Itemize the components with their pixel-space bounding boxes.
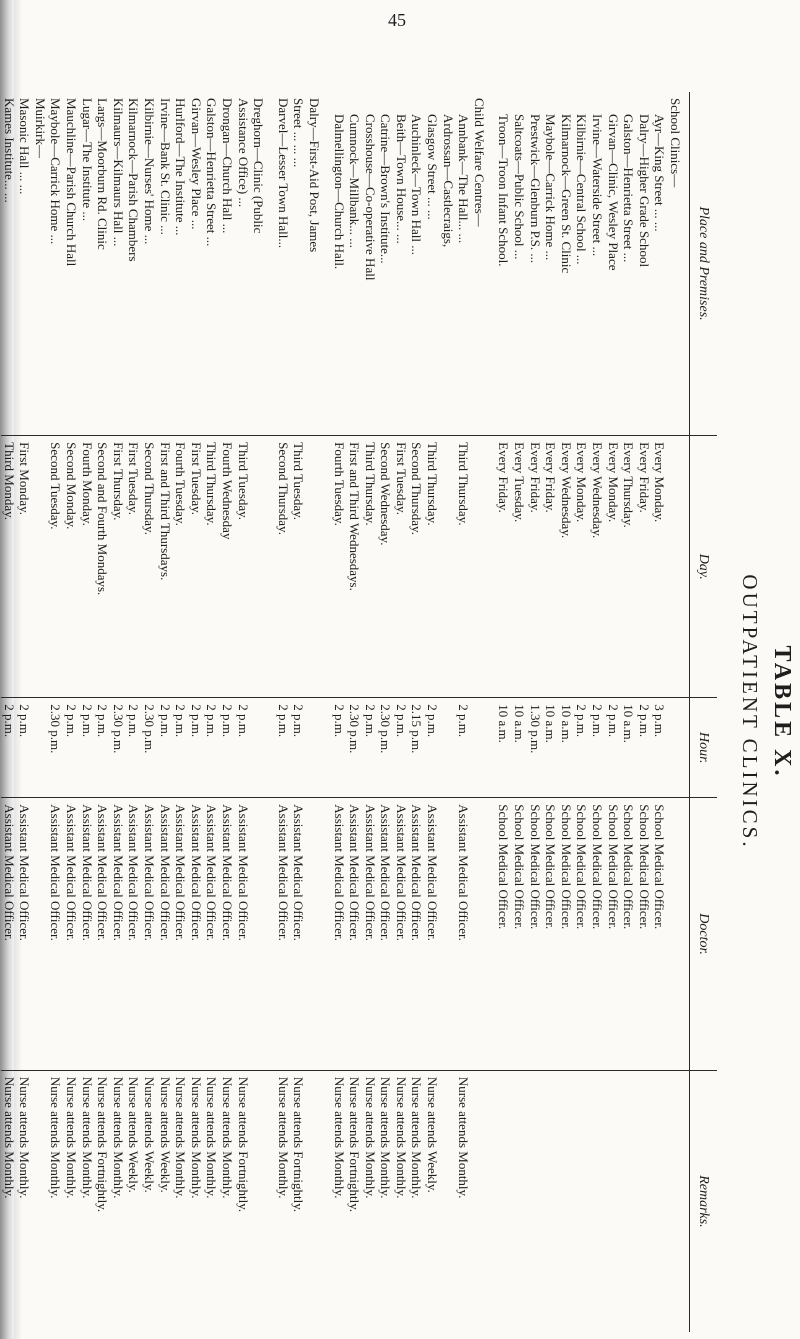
place-cell: Kames Institute... ...	[1, 98, 17, 203]
doctor-cell	[251, 804, 267, 1064]
remarks-cell: Nurse attends Monthly.	[362, 1076, 378, 1199]
doctor-cell: School Medical Officer.	[543, 804, 559, 930]
day-cell: Second Tuesday.	[48, 442, 64, 530]
doctor-cell: Assistant Medical Officer.	[275, 804, 291, 941]
remarks-cell: Nurse attends Monthly.	[378, 1076, 394, 1199]
doctor-cell: Assistant Medical Officer.	[188, 804, 204, 941]
remarks-cell: Nurse attends Monthly.	[275, 1076, 291, 1199]
header-place: Place and Premises.	[690, 92, 718, 436]
remarks-cell: Nurse attends Weekly.	[126, 1076, 142, 1193]
remarks-cell	[589, 1077, 605, 1326]
remarks-cell: Nurse attends Fortnightly.	[95, 1076, 111, 1213]
day-cell	[32, 442, 48, 691]
day-cell: Second Thursday.	[409, 442, 425, 535]
spacer-line	[667, 442, 683, 691]
header-remarks: Remarks.	[690, 1070, 718, 1332]
place-cell: Lugar—The Institute ...	[79, 98, 95, 222]
remarks-cell	[440, 1077, 456, 1326]
hour-column	[1, 698, 689, 798]
doctor-cell: Assistant Medical Officer.	[17, 804, 33, 941]
hour-cell: 2 p.m.	[331, 704, 347, 738]
place-cell: Prestwick—Glenburn P.S. ...	[527, 114, 543, 264]
hour-cell: 2 p.m.	[17, 704, 33, 738]
place-cell: Ayr—King Street ... ...	[652, 114, 668, 232]
place-cell: Irvine—Bank St. Clinic ...	[157, 98, 173, 235]
remarks-cell: Nurse attends Monthly.	[456, 1076, 472, 1199]
place-cell: Dreghorn—Clinic (Public	[251, 98, 267, 234]
hour-cell: 10 a.m.	[543, 704, 559, 743]
rotated-table-page	[1, 92, 795, 1332]
day-cell: Every Monday.	[605, 442, 621, 523]
remarks-cell	[496, 1077, 512, 1326]
day-cell: Second and Fourth Mondays.	[95, 442, 111, 596]
hour-cell: 1.30 p.m.	[527, 704, 543, 754]
group-gap	[487, 98, 496, 429]
doctor-cell: Assistant Medical Officer.	[126, 804, 142, 941]
day-cell: Third Monday.	[1, 442, 17, 521]
group-gap	[322, 98, 331, 429]
remarks-cell: Nurse attends Monthly.	[219, 1076, 235, 1199]
outpatient-clinics-table	[1, 92, 717, 1332]
hour-cell	[251, 704, 267, 791]
table-body-row	[1, 92, 689, 1332]
place-cell: Kilmaurs—Kilmaurs Hall ...	[110, 98, 126, 247]
place-cell: Mauchline—Parish Church Hall	[64, 98, 80, 267]
remarks-cell: Nurse attends Monthly.	[204, 1076, 220, 1199]
day-cell	[251, 442, 267, 691]
day-cell: First Monday.	[17, 442, 33, 515]
remarks-cell	[605, 1077, 621, 1326]
remarks-cell: Nurse attends Monthly.	[409, 1076, 425, 1199]
day-cell: First and Third Thursdays.	[157, 442, 173, 581]
place-cell: Drongan—Church Hall ...	[219, 98, 235, 234]
spacer-line	[471, 1077, 487, 1326]
place-cell: Kilbirnie—Nurses' Home ...	[142, 98, 157, 245]
day-cell: Third Thursday.	[456, 442, 472, 526]
doctor-cell: Assistant Medical Officer.	[64, 804, 80, 941]
remarks-cell: Nurse attends Monthly.	[173, 1076, 189, 1199]
day-cell: Every Friday.	[543, 442, 559, 513]
hour-cell	[306, 704, 322, 791]
hour-cell: 2.30 p.m.	[48, 704, 64, 754]
doctor-cell: Assistant Medical Officer.	[291, 804, 307, 941]
place-cell: Catrine—Brown's Institute...	[378, 114, 394, 264]
doctor-cell: Assistant Medical Officer.	[173, 804, 189, 941]
hour-cell	[32, 704, 48, 791]
group-title: Child Welfare Centres—	[471, 98, 487, 227]
page-number: 45	[388, 10, 406, 30]
group-gap	[487, 704, 496, 791]
day-cell: Third Tuesday.	[235, 442, 251, 521]
place-cell: Girvan—Wesley Place ...	[188, 98, 204, 230]
place-column	[1, 92, 689, 436]
group-gap	[322, 1077, 331, 1326]
group-gap	[266, 442, 275, 691]
hour-cell: 2 p.m.	[456, 704, 472, 738]
day-cell: First Tuesday.	[188, 442, 204, 516]
doctor-cell: Assistant Medical Officer.	[204, 804, 220, 941]
doctor-cell: School Medical Officer.	[558, 804, 574, 930]
header-doctor: Doctor.	[690, 798, 718, 1071]
group-gap	[487, 804, 496, 1064]
place-cell: Largs—Moorburn Rd. Clinic	[95, 98, 111, 250]
remarks-cell: Nurse attends Weekly.	[425, 1076, 441, 1193]
doctor-cell: School Medical Officer.	[496, 804, 512, 930]
remarks-cell: Nurse attends Monthly.	[393, 1076, 409, 1199]
doctor-cell: Assistant Medical Officer.	[456, 804, 472, 941]
day-cell: Second Wednesday.	[378, 442, 394, 546]
place-cell: Masonic Hall ... ...	[17, 98, 33, 195]
remarks-cell	[636, 1077, 652, 1326]
hour-cell: 2 p.m.	[64, 704, 80, 738]
doctor-cell	[440, 804, 456, 1064]
remarks-cell: Nurse attends Monthly.	[64, 1076, 80, 1199]
group-gap	[322, 442, 331, 691]
group-gap	[487, 1077, 496, 1326]
day-cell: First Tuesday.	[126, 442, 142, 516]
remarks-cell: Nurse attends Monthly.	[110, 1076, 126, 1199]
place-cell: Dalmellington—Church Hall.	[331, 114, 347, 270]
doctor-cell: School Medical Officer.	[512, 804, 528, 930]
remarks-cell	[511, 1077, 527, 1326]
group-gap	[266, 704, 275, 791]
place-cell: Dalry—First-Aid Post, James	[306, 98, 322, 253]
place-cell: Glasgow Street ... ...	[425, 114, 441, 220]
header-day: Day.	[690, 436, 718, 698]
remarks-cell	[306, 1077, 322, 1326]
group-gap	[266, 1077, 275, 1326]
hour-cell: 2 p.m.	[204, 704, 220, 738]
doctor-cell	[306, 804, 322, 1064]
hour-cell: 2 p.m.	[362, 704, 378, 738]
place-cell: Troon—Troon Infant School.	[496, 114, 512, 267]
doctor-cell: Assistant Medical Officer.	[79, 804, 95, 941]
hour-cell: 2 p.m.	[173, 704, 189, 738]
day-cell: Fourth Tuesday.	[173, 442, 189, 526]
remarks-cell: Nurse attends Weekly.	[157, 1076, 173, 1193]
hour-cell: 2.30 p.m.	[347, 704, 363, 754]
group-gap	[487, 442, 496, 691]
remarks-cell	[32, 1077, 48, 1326]
table-number: TABLE X.	[769, 645, 795, 779]
day-cell: First and Third Wednesdays.	[347, 442, 363, 591]
doctor-cell: School Medical Officer.	[636, 804, 652, 930]
place-cell: Street ... ... ...	[291, 98, 307, 168]
hour-cell: 2 p.m.	[188, 704, 204, 738]
place-cell: Irvine—Waterside Street ...	[590, 114, 606, 257]
day-cell: Every Wednesday.	[590, 442, 606, 539]
group-title: School Clinics—	[668, 98, 683, 188]
doctor-cell: Assistant Medical Officer.	[347, 804, 363, 941]
spacer-line	[471, 804, 487, 1064]
remarks-cell: Nurse attends Weekly.	[142, 1076, 157, 1193]
remarks-cell: Nurse attends Monthly.	[1, 1076, 17, 1199]
doctor-cell: Assistant Medical Officer.	[362, 804, 378, 941]
hour-cell: 2 p.m.	[235, 704, 251, 738]
spacer-line	[667, 804, 683, 1064]
hour-cell: 2 p.m.	[590, 704, 606, 738]
doctor-cell: School Medical Officer.	[605, 804, 621, 930]
day-cell: Every Wednesday.	[558, 442, 574, 539]
hour-cell: 2 p.m.	[574, 704, 590, 738]
doctor-cell: Assistant Medical Officer.	[378, 804, 394, 941]
doctor-cell: Assistant Medical Officer.	[1, 804, 17, 941]
place-cell: Maybole—Carrick Home ...	[48, 98, 64, 245]
place-cell: Auchinleck—Town Hall ...	[409, 114, 425, 255]
table-title: OUTPATIENT CLINICS.	[738, 574, 762, 850]
day-cell: Third Thursday.	[362, 442, 378, 526]
place-cell: Maybole—Carrick Home ...	[543, 114, 559, 261]
spacer-line	[667, 1077, 683, 1326]
doctor-cell: Assistant Medical Officer.	[393, 804, 409, 941]
place-cell: Assistance Office) ...	[235, 98, 251, 208]
hour-cell: 2 p.m.	[1, 704, 17, 738]
hour-cell: 2 p.m.	[126, 704, 142, 738]
doctor-cell: School Medical Officer.	[590, 804, 606, 930]
doctor-cell: Assistant Medical Officer.	[110, 804, 126, 941]
hour-cell: 2 p.m.	[425, 704, 441, 738]
doctor-cell: Assistant Medical Officer.	[219, 804, 235, 941]
remarks-cell	[574, 1077, 590, 1326]
doctor-cell: Assistant Medical Officer.	[425, 804, 441, 941]
hour-cell: 3 p.m.	[652, 704, 668, 738]
hour-cell: 2 p.m.	[605, 704, 621, 738]
place-cell: Girvan—Clinic, Wesley Place	[605, 114, 621, 271]
doctor-cell	[32, 804, 48, 1064]
place-cell: Galston—Henrietta Street ...	[204, 98, 220, 247]
hour-cell: 2.30 p.m.	[142, 704, 157, 754]
remarks-cell: Nurse attends Monthly.	[188, 1076, 204, 1199]
place-cell: Galston—Henrietta Street ...	[621, 114, 637, 263]
hour-cell: 2.30 p.m.	[110, 704, 126, 754]
hour-cell: 2.15 p.m.	[409, 704, 425, 754]
hour-cell: 2.30 p.m.	[378, 704, 394, 754]
doctor-cell: School Medical Officer.	[652, 804, 668, 930]
day-cell: First Thursday.	[110, 442, 126, 521]
group-gap	[266, 804, 275, 1064]
day-cell: Fourth Monday.	[79, 442, 95, 526]
remarks-cell: Nurse attends Monthly.	[48, 1076, 64, 1199]
hour-cell: 10 a.m.	[621, 704, 637, 743]
place-cell: Beith—Town House... ...	[393, 114, 409, 244]
place-cell: Hurlford—The Institute ...	[173, 98, 189, 236]
place-cell: Crosshouse—Co-operative Hall	[362, 114, 378, 281]
place-cell: Kilmarnock—Parish Chambers	[126, 98, 142, 262]
remarks-cell	[251, 1077, 267, 1326]
hour-cell: 10 a.m.	[496, 704, 512, 743]
place-cell: Muirkirk—	[32, 98, 48, 158]
remarks-cell	[558, 1077, 574, 1326]
remarks-cell	[652, 1077, 668, 1326]
day-cell: Second Monday.	[64, 442, 80, 530]
spacer-line	[471, 704, 487, 791]
day-cell: Every Thursday.	[621, 442, 637, 528]
remarks-cell	[527, 1077, 543, 1326]
hour-cell: 2 p.m.	[636, 704, 652, 738]
doctor-cell: Assistant Medical Officer.	[142, 804, 157, 941]
day-cell: First Tuesday.	[393, 442, 409, 516]
place-cell: Kilmarnock—Green St. Clinic	[558, 114, 574, 274]
place-cell: Saltcoats—Public School ...	[512, 114, 528, 260]
spacer-line	[667, 704, 683, 791]
hour-cell	[440, 704, 456, 791]
doctor-cell: Assistant Medical Officer.	[331, 804, 347, 941]
remarks-cell	[543, 1077, 559, 1326]
place-cell: Ardrossan—Castlecraigs,	[440, 114, 456, 248]
hour-cell: 2 p.m.	[219, 704, 235, 738]
hour-cell: 2 p.m.	[95, 704, 111, 738]
doctor-cell: School Medical Officer.	[621, 804, 637, 930]
place-cell: Annbank—The Hall... ...	[456, 114, 472, 244]
remarks-cell	[621, 1077, 637, 1326]
hour-cell: 2 p.m.	[79, 704, 95, 738]
day-cell: Every Monday.	[652, 442, 668, 523]
doctor-cell: School Medical Officer.	[574, 804, 590, 930]
group-gap	[322, 704, 331, 791]
day-cell: Fourth Tuesday.	[331, 442, 347, 526]
day-cell: Third Thursday.	[204, 442, 220, 526]
remarks-cell: Nurse attends Fortnightly.	[235, 1076, 251, 1213]
place-cell: Cumnock—Millbank... ...	[347, 114, 363, 248]
remarks-cell: Nurse attends Fortnightly.	[291, 1076, 307, 1213]
remarks-column	[1, 1070, 689, 1332]
day-cell: Every Monday.	[574, 442, 590, 523]
remarks-cell: Nurse attends Monthly.	[331, 1076, 347, 1199]
day-cell: Every Friday.	[496, 442, 512, 513]
header-hour: Hour.	[690, 698, 718, 798]
day-cell	[306, 442, 322, 691]
day-cell: Second Thursday.	[142, 442, 157, 535]
day-cell: Third Tuesday.	[291, 442, 307, 521]
day-cell: Fourth Wednesday	[219, 442, 235, 540]
day-cell: Every Tuesday.	[512, 442, 528, 523]
doctor-cell: Assistant Medical Officer.	[48, 804, 64, 941]
hour-cell: 10 a.m.	[558, 704, 574, 743]
doctor-cell: Assistant Medical Officer.	[157, 804, 173, 941]
remarks-cell: Nurse attends Fortnightly.	[347, 1076, 363, 1213]
doctor-cell: School Medical Officer.	[527, 804, 543, 930]
hour-cell: 2 p.m.	[275, 704, 291, 738]
group-gap	[266, 98, 275, 429]
doctor-column	[1, 798, 689, 1071]
hour-cell: 2 p.m.	[291, 704, 307, 738]
day-cell: Every Friday.	[636, 442, 652, 513]
hour-cell: 2 p.m.	[393, 704, 409, 738]
doctor-cell: Assistant Medical Officer.	[409, 804, 425, 941]
place-cell: Kilbirnie—Central School ...	[574, 114, 590, 265]
doctor-cell: Assistant Medical Officer.	[235, 804, 251, 941]
remarks-cell: Nurse attends Monthly.	[79, 1076, 95, 1199]
spacer-line	[471, 442, 487, 691]
remarks-cell: Nurse attends Monthly.	[17, 1076, 33, 1199]
place-cell: Dalry—Higher Grade School	[636, 114, 652, 268]
day-cell	[440, 442, 456, 691]
header-row	[690, 92, 718, 1332]
place-cell: Darvel—Lesser Town Hall...	[275, 98, 291, 249]
day-column	[1, 436, 689, 698]
hour-cell: 10 a.m.	[512, 704, 528, 743]
day-cell: Third Thursday.	[425, 442, 441, 526]
doctor-cell: Assistant Medical Officer.	[95, 804, 111, 941]
hour-cell: 2 p.m.	[157, 704, 173, 738]
group-gap	[322, 804, 331, 1064]
day-cell: Every Friday.	[527, 442, 543, 513]
day-cell: Second Thursday.	[275, 442, 291, 535]
